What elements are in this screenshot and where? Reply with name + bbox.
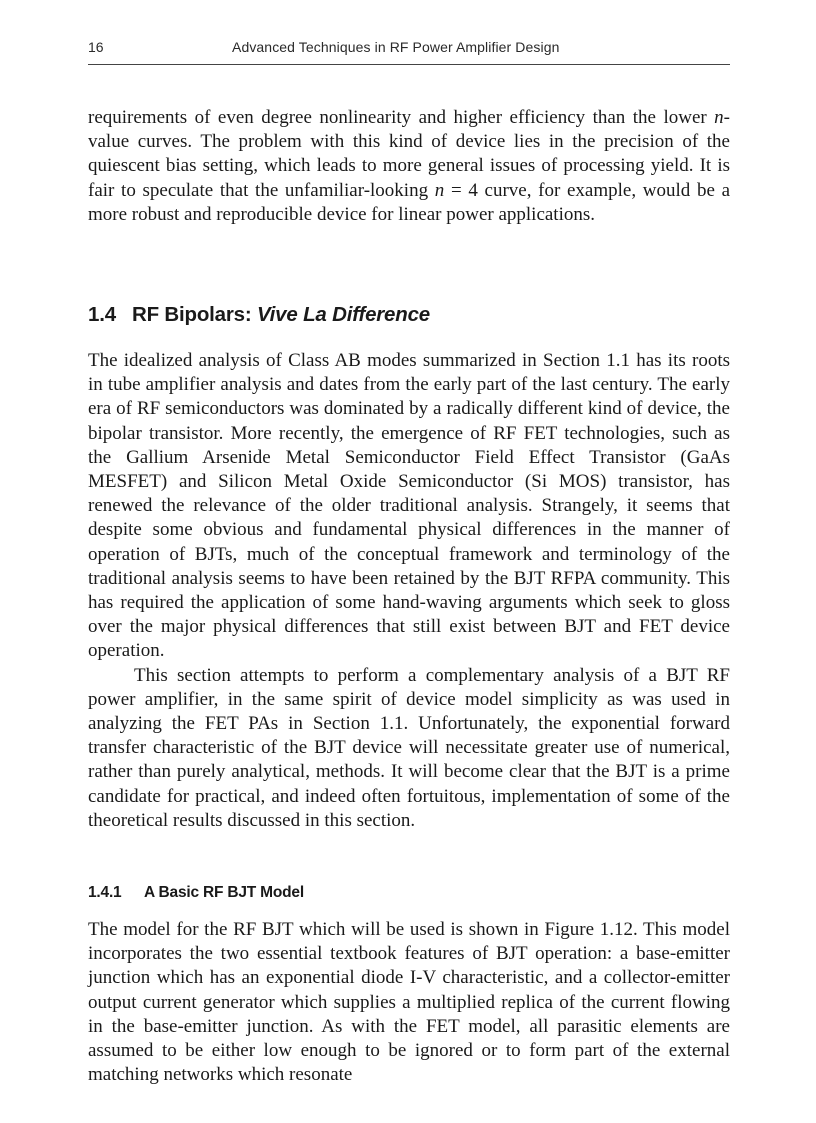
subsection-title: A Basic RF BJT Model [144, 884, 304, 901]
header-rule [88, 64, 730, 65]
running-head [88, 39, 730, 61]
section-title-italic: Vive La Difference [256, 303, 430, 326]
section-paragraph-2: This section attempts to perform a complementary analysis of a BJT RF power amplifier, in the same spirit of device model simplicity as was used in analyzing the FET PAs in Section 1.1. Unfortunately, the exponential forward transfer characteristic of the BJT device will necessitate greater use of numerical, rather than purely analytical, methods. It will become clear that the BJT is a prime candidate for practical, and indeed often fortuitous, implementation of some of the theoretical results discussed in this section. [88, 664, 730, 831]
subsection-paragraph: The model for the RF BJT which will be used is shown in Figure 1.12. This model incorporates the two essential textbook features of BJT operation: a base-emitter junction which has an exponential diode I-V characteristic, and a collector-emitter output current generator which supplies a multiplied replica of the current flowing in the base-emitter junction. As with the FET model, all parasitic elements are assumed to be either low enough to be ignored or to form part of the external matching networks which resonate [88, 919, 730, 1086]
subsection-body [88, 918, 730, 1087]
intro-text-1: requirements of even degree nonlinearity and higher efficiency than the lower [88, 107, 715, 128]
subsection-heading [88, 884, 304, 902]
section-body [88, 349, 730, 833]
intro-paragraph [88, 106, 730, 227]
section-number: 1.4 [88, 303, 116, 326]
page-number: 16 [88, 39, 104, 55]
intro-text-3: = 4 curve, for example, would be a more robust and reproducible device for linear power applications. [88, 179, 730, 225]
n-variable-2: n [434, 179, 445, 201]
intro-block [88, 106, 730, 227]
section-title: RF Bipolars: [132, 303, 257, 326]
running-title: Advanced Techniques in RF Power Amplifier Design [232, 39, 560, 55]
subsection-number: 1.4.1 [88, 884, 122, 901]
intro-text-2: -value curves. The problem with this kind of device lies in the precision of the quiescent bias setting, which leads to more general issues of processing yield. It is fair to speculate that the unfamiliar-looking [88, 107, 730, 201]
section-heading [88, 303, 430, 327]
section-paragraph-1: The idealized analysis of Class AB modes summarized in Section 1.1 has its roots in tube amplifier analysis and dates from the early part of the last century. The early era of RF semiconductors was dominated by a radically different kind of device, the bipolar transistor. More recently, the emergence of RF FET technologies, such as the Gallium Arsenide Metal Semiconductor Field Effect Transistor (GaAs MESFET) and Silicon Metal Oxide Semiconductor (Si MOS) transistor, has renewed the relevance of the older traditional analysis. Strangely, it seems that despite some obvious and fundamental physical differences in the manner of operation of BJTs, much of the conceptual framework and terminology of the traditional analysis seems to have been retained by the BJT RFPA community. This has required the application of some hand-waving arguments which seek to gloss over the major physical differences that still exist between BJT and FET device operation. [88, 350, 730, 662]
n-variable: n [714, 107, 724, 128]
